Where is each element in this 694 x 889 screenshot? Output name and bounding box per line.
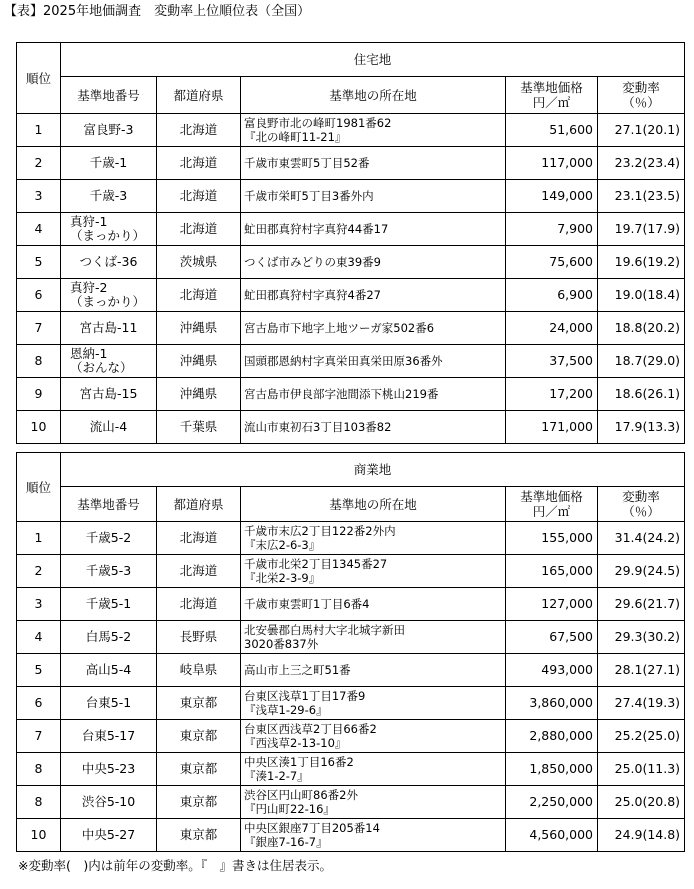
change-header: 変動率 （％） (598, 487, 685, 522)
location-header: 基準地の所在地 (241, 77, 506, 114)
prefecture-header: 都道府県 (157, 487, 241, 522)
change-cell: 29.6(21.7) (598, 588, 685, 621)
change-cell: 29.3(30.2) (598, 621, 685, 654)
rank-cell: 9 (17, 378, 61, 411)
code-header: 基準地番号 (61, 487, 157, 522)
change-cell: 25.0(11.3) (598, 753, 685, 786)
code-cell: 恩納-1 （おんな） (61, 345, 157, 378)
location-cell: 富良野市北の峰町1981番62 『北の峰町11-21』 (241, 114, 506, 147)
price-cell: 17,200 (506, 378, 598, 411)
prefecture-cell: 東京都 (157, 786, 241, 819)
table-row (17, 180, 685, 213)
prefecture-cell: 東京都 (157, 753, 241, 786)
prefecture-cell: 北海道 (157, 180, 241, 213)
location-cell: 北安曇郡白馬村大字北城字新田 3020番837外 (241, 621, 506, 654)
table-row (17, 147, 685, 180)
location-cell: 国頭郡恩納村字真栄田真栄田原36番外 (241, 345, 506, 378)
change-cell: 24.9(14.8) (598, 819, 685, 852)
change-cell: 23.1(23.5) (598, 180, 685, 213)
table-row (17, 720, 685, 753)
code-cell: 宮古島-15 (61, 378, 157, 411)
change-cell: 18.7(29.0) (598, 345, 685, 378)
location-cell: 千歳市東雲町1丁目6番4 (241, 588, 506, 621)
code-cell: 中央5-27 (61, 819, 157, 852)
prefecture-cell: 東京都 (157, 720, 241, 753)
prefecture-cell: 沖縄県 (157, 312, 241, 345)
location-cell: 中央区銀座7丁目205番14 『銀座7-16-7』 (241, 819, 506, 852)
price-cell: 155,000 (506, 522, 598, 555)
table-row (17, 279, 685, 312)
prefecture-cell: 北海道 (157, 588, 241, 621)
rank-header: 順位 (17, 43, 61, 114)
change-cell: 31.4(24.2) (598, 522, 685, 555)
rank-cell: 10 (17, 819, 61, 852)
table-row (17, 246, 685, 279)
code-header: 基準地番号 (61, 77, 157, 114)
rank-cell: 1 (17, 522, 61, 555)
price-header: 基準地価格 円／㎡ (506, 77, 598, 114)
change-cell: 27.1(20.1) (598, 114, 685, 147)
table-row (17, 654, 685, 687)
rank-cell: 3 (17, 588, 61, 621)
change-cell: 27.4(19.3) (598, 687, 685, 720)
change-cell: 19.0(18.4) (598, 279, 685, 312)
table-row (17, 687, 685, 720)
table-row (17, 786, 685, 819)
location-cell: 千歳市末広2丁目122番2外内 『末広2-6-3』 (241, 522, 506, 555)
rank-cell: 6 (17, 687, 61, 720)
location-cell: 千歳市栄町5丁目3番外内 (241, 180, 506, 213)
change-cell: 17.9(13.3) (598, 411, 685, 444)
table-row (17, 588, 685, 621)
table-row (17, 213, 685, 246)
rank-cell: 5 (17, 654, 61, 687)
code-cell: つくば-36 (61, 246, 157, 279)
table-row (17, 312, 685, 345)
prefecture-cell: 東京都 (157, 819, 241, 852)
table-row (17, 411, 685, 444)
section-header-residential: 住宅地 (61, 43, 685, 77)
rank-cell: 8 (17, 753, 61, 786)
code-cell: 千歳-3 (61, 180, 157, 213)
prefecture-cell: 茨城県 (157, 246, 241, 279)
price-cell: 493,000 (506, 654, 598, 687)
prefecture-cell: 長野県 (157, 621, 241, 654)
code-cell: 流山-4 (61, 411, 157, 444)
code-cell: 台東5-17 (61, 720, 157, 753)
price-cell: 1,850,000 (506, 753, 598, 786)
rank-cell: 4 (17, 213, 61, 246)
code-cell: 真狩-2 （まっかり） (61, 279, 157, 312)
footnote: ※変動率( )内は前年の変動率。『 』書きは住居表示。 (18, 858, 332, 873)
price-cell: 37,500 (506, 345, 598, 378)
code-cell: 渋谷5-10 (61, 786, 157, 819)
change-cell: 25.2(25.0) (598, 720, 685, 753)
rank-cell: 10 (17, 411, 61, 444)
code-cell: 中央5-23 (61, 753, 157, 786)
table-row (17, 621, 685, 654)
rank-cell: 8 (17, 345, 61, 378)
residential-table (16, 42, 685, 444)
price-cell: 6,900 (506, 279, 598, 312)
prefecture-cell: 千葉県 (157, 411, 241, 444)
table-row (17, 753, 685, 786)
rank-cell: 8 (17, 786, 61, 819)
price-cell: 3,860,000 (506, 687, 598, 720)
location-cell: 宮古島市伊良部字池間添下桃山219番 (241, 378, 506, 411)
prefecture-cell: 岐阜県 (157, 654, 241, 687)
location-cell: 台東区浅草1丁目17番9 『浅草1-29-6』 (241, 687, 506, 720)
commercial-table (16, 452, 685, 852)
prefecture-header: 都道府県 (157, 77, 241, 114)
location-cell: 千歳市北栄2丁目1345番27 『北栄2-3-9』 (241, 555, 506, 588)
location-cell: 中央区湊1丁目16番2 『湊1-2-7』 (241, 753, 506, 786)
rank-cell: 4 (17, 621, 61, 654)
location-cell: つくば市みどりの東39番9 (241, 246, 506, 279)
location-cell: 宮古島市下地字上地ツーガ家502番6 (241, 312, 506, 345)
code-cell: 千歳-1 (61, 147, 157, 180)
price-cell: 67,500 (506, 621, 598, 654)
table-row (17, 819, 685, 852)
price-cell: 51,600 (506, 114, 598, 147)
change-cell: 18.6(26.1) (598, 378, 685, 411)
section-header-commercial: 商業地 (61, 453, 685, 487)
price-cell: 165,000 (506, 555, 598, 588)
table-row (17, 555, 685, 588)
prefecture-cell: 沖縄県 (157, 345, 241, 378)
price-cell: 2,880,000 (506, 720, 598, 753)
change-cell: 23.2(23.4) (598, 147, 685, 180)
code-cell: 高山5-4 (61, 654, 157, 687)
price-cell: 117,000 (506, 147, 598, 180)
change-cell: 29.9(24.5) (598, 555, 685, 588)
location-cell: 高山市上三之町51番 (241, 654, 506, 687)
rank-cell: 7 (17, 720, 61, 753)
page-title: 【表】2025年地価調査 変動率上位順位表（全国） (4, 4, 311, 19)
change-header: 変動率 （％） (598, 77, 685, 114)
price-cell: 2,250,000 (506, 786, 598, 819)
code-cell: 千歳5-2 (61, 522, 157, 555)
rank-cell: 2 (17, 147, 61, 180)
price-cell: 24,000 (506, 312, 598, 345)
change-cell: 19.7(17.9) (598, 213, 685, 246)
rank-header: 順位 (17, 453, 61, 522)
price-cell: 171,000 (506, 411, 598, 444)
price-cell: 75,600 (506, 246, 598, 279)
rank-cell: 6 (17, 279, 61, 312)
price-header: 基準地価格 円／㎡ (506, 487, 598, 522)
code-cell: 宮古島-11 (61, 312, 157, 345)
price-cell: 7,900 (506, 213, 598, 246)
prefecture-cell: 北海道 (157, 279, 241, 312)
rank-cell: 5 (17, 246, 61, 279)
location-cell: 虻田郡真狩村字真狩4番27 (241, 279, 506, 312)
prefecture-cell: 北海道 (157, 522, 241, 555)
price-cell: 4,560,000 (506, 819, 598, 852)
prefecture-cell: 沖縄県 (157, 378, 241, 411)
location-cell: 虻田郡真狩村字真狩44番17 (241, 213, 506, 246)
prefecture-cell: 北海道 (157, 147, 241, 180)
change-cell: 28.1(27.1) (598, 654, 685, 687)
rank-cell: 7 (17, 312, 61, 345)
table-row (17, 345, 685, 378)
location-cell: 流山市東初石3丁目103番82 (241, 411, 506, 444)
change-cell: 18.8(20.2) (598, 312, 685, 345)
rank-cell: 2 (17, 555, 61, 588)
table-row (17, 114, 685, 147)
code-cell: 真狩-1 （まっかり） (61, 213, 157, 246)
location-cell: 渋谷区円山町86番2外 『円山町22-16』 (241, 786, 506, 819)
rank-cell: 1 (17, 114, 61, 147)
table-row (17, 378, 685, 411)
code-cell: 台東5-1 (61, 687, 157, 720)
rank-cell: 3 (17, 180, 61, 213)
code-cell: 白馬5-2 (61, 621, 157, 654)
table-row (17, 522, 685, 555)
location-cell: 千歳市東雲町5丁目52番 (241, 147, 506, 180)
prefecture-cell: 東京都 (157, 687, 241, 720)
change-cell: 25.0(20.8) (598, 786, 685, 819)
code-cell: 千歳5-1 (61, 588, 157, 621)
price-cell: 127,000 (506, 588, 598, 621)
price-cell: 149,000 (506, 180, 598, 213)
location-cell: 台東区西浅草2丁目66番2 『西浅草2-13-10』 (241, 720, 506, 753)
prefecture-cell: 北海道 (157, 555, 241, 588)
code-cell: 千歳5-3 (61, 555, 157, 588)
code-cell: 富良野-3 (61, 114, 157, 147)
change-cell: 19.6(19.2) (598, 246, 685, 279)
prefecture-cell: 北海道 (157, 114, 241, 147)
prefecture-cell: 北海道 (157, 213, 241, 246)
location-header: 基準地の所在地 (241, 487, 506, 522)
